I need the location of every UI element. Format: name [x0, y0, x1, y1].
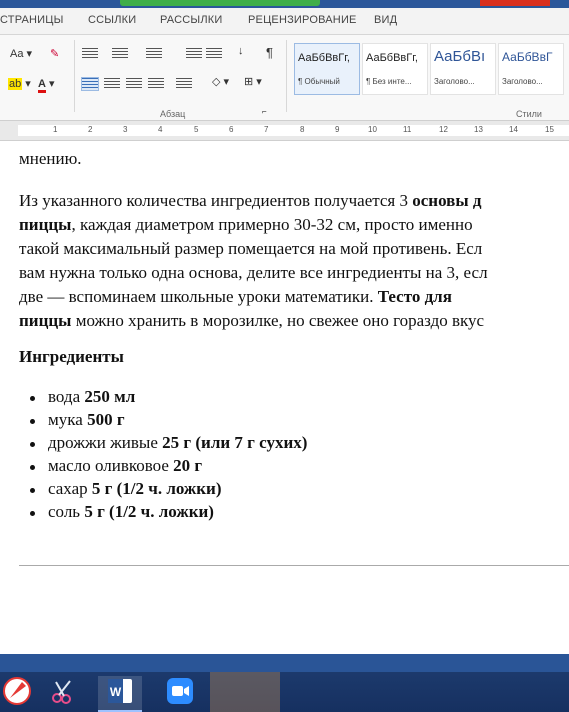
title-bar: [0, 0, 569, 8]
bullet-icon: [30, 488, 35, 493]
group-separator: [286, 40, 287, 112]
text-run: , каждая диаметром примерно 30-32 см, просто именно: [71, 215, 473, 234]
bullets-icon[interactable]: [82, 48, 98, 60]
ingredient-amount: 5 г (1/2 ч. ложки): [91, 479, 222, 498]
ruler-number: 9: [335, 125, 340, 134]
bullet-icon: [30, 442, 35, 447]
list-item: [0, 410, 307, 433]
bullet-icon: [30, 419, 35, 424]
scissors-app-icon[interactable]: [48, 676, 78, 706]
change-case-label: Aa: [10, 48, 24, 60]
bold-run: основы д: [412, 191, 482, 210]
ruler-number: 14: [509, 125, 518, 134]
ingredient-amount: 25 г (или 7 г сухих): [162, 433, 308, 452]
sort-icon[interactable]: ↓: [238, 45, 244, 57]
ruler-number: 10: [368, 125, 377, 134]
paragraph-dialog-launcher-icon[interactable]: ⌐: [262, 107, 267, 116]
paragraph-group-label: Абзац: [160, 109, 186, 119]
list-item: [0, 456, 307, 479]
text-run: Из указанного количества ингредиентов получается 3: [19, 191, 413, 210]
show-marks-icon[interactable]: ¶: [266, 45, 273, 60]
style-sample: АаБбВвГг,: [366, 52, 418, 64]
ingredients-heading: Ингредиенты: [19, 347, 124, 366]
ruler-number: 5: [194, 125, 199, 134]
horizontal-rule: [19, 565, 569, 566]
style-name: ¶ Без инте...: [366, 77, 412, 86]
align-left-icon[interactable]: [82, 78, 98, 90]
style-heading-1[interactable]: [430, 43, 496, 95]
taskbar-strip: [0, 654, 569, 672]
ingredient-name: масло оливковое: [48, 456, 174, 475]
text-line: [19, 285, 452, 309]
justify-icon[interactable]: [148, 78, 164, 90]
word-icon[interactable]: [105, 676, 135, 706]
ruler-number: 12: [439, 125, 448, 134]
increase-indent-icon[interactable]: [206, 48, 222, 60]
bold-run: пиццы: [19, 311, 72, 330]
style-name: ¶ Обычный: [298, 77, 340, 86]
ruler-number: 8: [300, 125, 305, 134]
style-sample: АаБбВвГг,: [298, 52, 350, 64]
close-window-button[interactable]: [480, 0, 550, 6]
yandex-browser-icon[interactable]: [2, 676, 32, 706]
text-run: две — вспоминаем школьные уроки математики.: [19, 287, 378, 306]
list-item: [0, 387, 307, 410]
align-center-icon[interactable]: [104, 78, 120, 90]
style-name: Заголово...: [502, 77, 543, 86]
style-heading-2[interactable]: [498, 43, 564, 95]
text-run: вам нужна только одна основа, делите все ингредиенты на 3, есл: [19, 263, 488, 282]
ruler-number: 11: [403, 125, 412, 134]
ruler-number: 6: [229, 125, 234, 134]
style-normal[interactable]: [294, 43, 360, 95]
bullet-icon: [30, 511, 35, 516]
tab-page-layout[interactable]: СТРАНИЦЫ: [0, 14, 64, 26]
font-color-icon[interactable]: A ▾: [38, 77, 55, 90]
tab-references[interactable]: ССЫЛКИ: [88, 14, 137, 26]
group-separator: [74, 40, 75, 112]
tab-view[interactable]: ВИД: [374, 14, 398, 26]
style-sample: АаБбВı: [434, 48, 486, 65]
ruler-number: 1: [53, 125, 58, 134]
ruler-number: 4: [158, 125, 163, 134]
bold-run: Тесто для: [377, 287, 452, 306]
ribbon-tabs: [0, 8, 569, 35]
bullet-icon: [30, 465, 35, 470]
line-spacing-icon[interactable]: [176, 78, 192, 90]
download-notification[interactable]: [120, 0, 320, 6]
numbering-icon[interactable]: [112, 48, 128, 60]
decrease-indent-icon[interactable]: [186, 48, 202, 60]
clear-format-icon[interactable]: ✎: [50, 48, 60, 60]
style-sample: АаБбВвГ: [502, 50, 553, 64]
ruler-number: 2: [88, 125, 93, 134]
bold-run: пиццы: [19, 215, 72, 234]
highlight-icon[interactable]: ab ▾: [9, 78, 31, 90]
taskbar-thumbnail-glow: [210, 672, 280, 712]
zoom-icon[interactable]: [165, 676, 195, 706]
list-item: [0, 479, 307, 502]
styles-group-label: Стили: [516, 109, 542, 119]
ingredient-amount: 5 г (1/2 ч. ложки): [84, 502, 214, 521]
ingredient-name: дрожжи живые: [48, 433, 163, 452]
list-item: [0, 433, 307, 456]
ingredient-name: сахар: [48, 479, 92, 498]
text-line: [19, 213, 473, 237]
ingredient-amount: 20 г: [173, 456, 203, 475]
horizontal-ruler[interactable]: [0, 121, 569, 141]
text-line: [19, 189, 481, 213]
ruler-number: 15: [545, 125, 554, 134]
ingredients-list: [0, 387, 307, 525]
tab-review[interactable]: РЕЦЕНЗИРОВАНИЕ: [248, 14, 357, 26]
list-item: [0, 502, 307, 525]
document-page[interactable]: [0, 141, 569, 654]
multilevel-list-icon[interactable]: [146, 48, 162, 60]
text-line: [19, 261, 488, 285]
ingredient-name: мука: [48, 410, 88, 429]
tab-mailings[interactable]: РАССЫЛКИ: [160, 14, 223, 26]
borders-icon[interactable]: ⊞ ▾: [244, 76, 262, 88]
ruler-number: 13: [474, 125, 483, 134]
align-right-icon[interactable]: [126, 78, 142, 90]
text-run: можно хранить в морозилке, но свежее оно гораздо вкус: [71, 311, 485, 330]
ruler-number: 3: [123, 125, 128, 134]
shading-icon[interactable]: ◇ ▾: [212, 76, 230, 88]
ruler-track: [18, 125, 569, 136]
style-name: Заголово...: [434, 77, 475, 86]
taskbar: [0, 654, 569, 712]
word-icon-letter: W: [109, 685, 122, 699]
change-case-button[interactable]: Aa ▾: [10, 48, 33, 60]
text-line: мнению.: [19, 149, 82, 168]
ruler-number: 7: [264, 125, 269, 134]
ingredient-name: соль: [48, 502, 85, 521]
ingredient-amount: 250 мл: [84, 387, 136, 406]
bullet-icon: [30, 396, 35, 401]
style-no-spacing[interactable]: [362, 43, 428, 95]
text-line: [19, 309, 484, 333]
text-run: такой максимальный размер помещается на мой противень. Есл: [19, 239, 483, 258]
ribbon: [0, 35, 569, 121]
ingredient-amount: 500 г: [87, 410, 125, 429]
text-line: [19, 237, 482, 261]
ingredient-name: вода: [48, 387, 85, 406]
